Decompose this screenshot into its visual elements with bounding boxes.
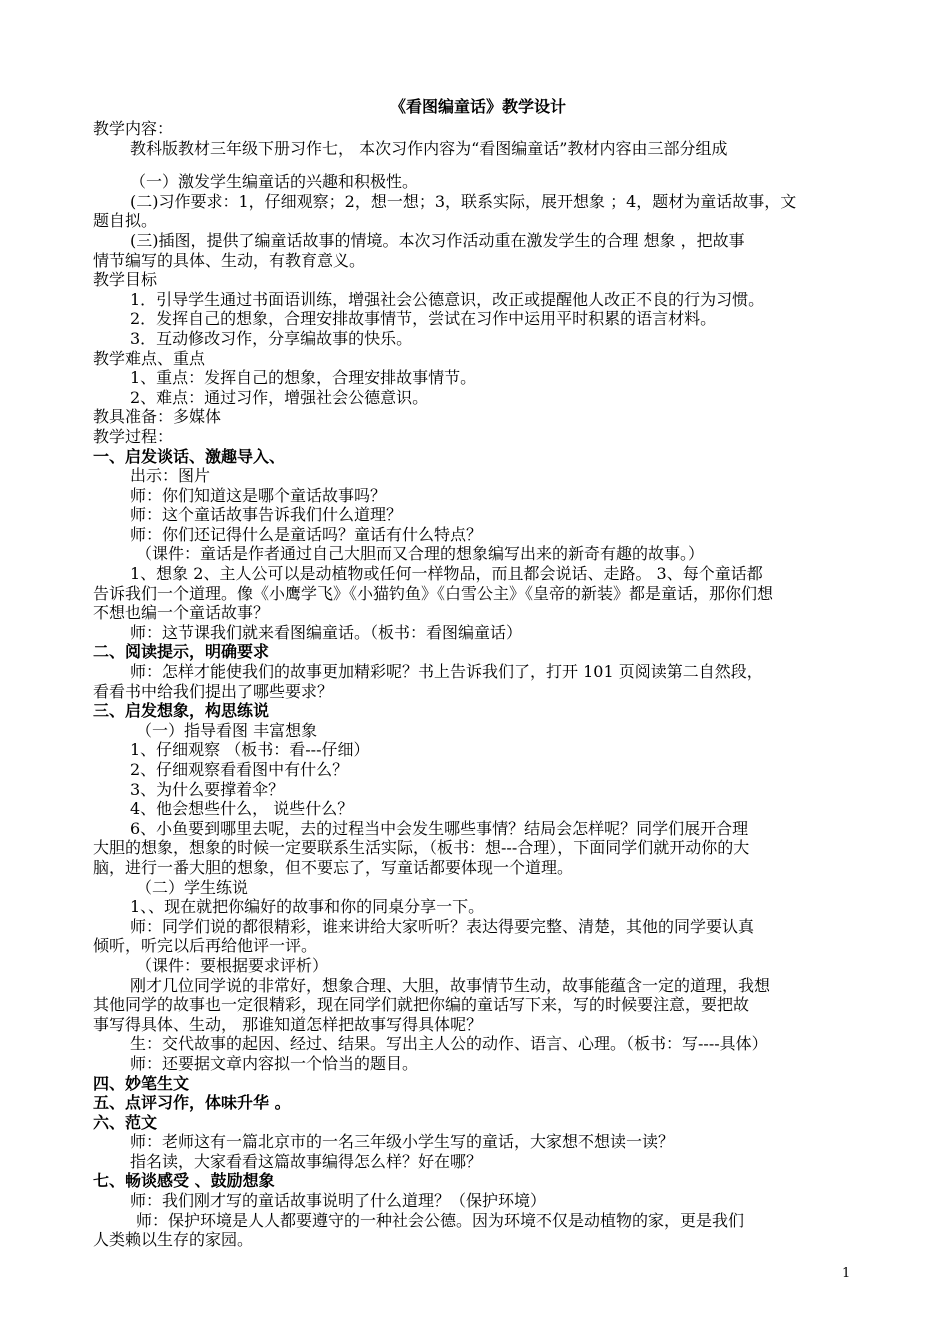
section-heading: 四、妙笔生文 [93, 1073, 190, 1093]
paragraph-line: 告诉我们一个道理。像《小鹰学飞》《小猫钓鱼》《白雪公主》《皇帝的新装》都是童话，那你们想 [93, 583, 774, 603]
paragraph-line: 事写得具体、生动， 那谁知道怎样把故事写得具体呢？ [93, 1014, 483, 1034]
paragraph-line: 其他同学的故事也一定很精彩，现在同学们就把你编的童话写下来，写的时候要注意，要把故 [93, 995, 750, 1015]
paragraph-line: (二)习作要求：1，仔细观察；2，想一想；3，联系实际，展开想象 ；4，题材为童话故事，文 [130, 191, 797, 211]
section-heading: 二、阅读提示，明确要求 [93, 642, 270, 662]
paragraph-line: 大胆的想象，想象的时候一定要联系生活实际，（板书：想---合理），下面同学们就开动你的大 [93, 838, 750, 858]
paragraph-line: 4、他会想些什么， 说些什么？ [130, 799, 354, 819]
paragraph-line: 1、想象 2、主人公可以是动植物或任何一样物品，而且都会说话、走路。 3、每个童话都 [130, 564, 763, 584]
section-label: 教学内容： [93, 119, 174, 138]
paragraph-line: 生：交代故事的起因、经过、结果。写出主人公的动作、语言、心理。（板书：写----具体） [130, 1034, 768, 1054]
paragraph-line: 1、、现在就把你编好的故事和你的同桌分享一下。 [130, 897, 485, 917]
paragraph-line: 师：这个童话故事告诉我们什么道理？ [130, 505, 403, 525]
paragraph-line: 师：你们知道这是哪个童话故事吗？ [130, 485, 387, 505]
section-heading: 六、范文 [93, 1112, 158, 1132]
paragraph-line: 1、仔细观察 （板书：看---仔细） [130, 740, 370, 760]
section-label: 教学过程： [93, 426, 174, 446]
paragraph-line: 师：你们还记得什么是童话吗？童话有什么特点？ [130, 524, 483, 544]
paragraph-line: 刚才几位同学说的非常好，想象合理、大胆，故事情节生动，故事能蕴含一定的道理，我想 [130, 975, 771, 995]
list-item: 2、难点：通过习作，增强社会公德意识。 [130, 387, 429, 407]
paragraph-line: 师：这节课我们就来看图编童话。（板书：看图编童话） [130, 622, 523, 642]
document-body [93, 95, 863, 1250]
paragraph-line: (三)插图，提供了编童话故事的情境。本次习作活动重在激发学生的合理 想象 ，把故事 [130, 230, 745, 250]
list-item: 1、重点：发挥自己的想象，合理安排故事情节。 [130, 368, 477, 388]
list-item: 3．互动修改习作，分享编故事的快乐。 [130, 328, 413, 348]
section-label: 教具准备：多媒体 [93, 407, 222, 427]
paragraph-line: 题自拟。 [93, 211, 158, 231]
section-label: 教学难点、重点 [93, 348, 206, 368]
paragraph-line: 情节编写的具体、生动，有教育意义。 [93, 250, 366, 270]
list-item: 2．发挥自己的想象，合理安排故事情节，尝试在习作中运用平时积累的语言材料。 [130, 309, 717, 329]
paragraph-line: 师：我们刚才写的童话故事说明了什么道理？（保护环境） [130, 1191, 547, 1211]
section-label: 教学目标 [93, 270, 158, 290]
paragraph-line: 师：还要据文章内容拟一个恰当的题目。 [130, 1053, 419, 1073]
paragraph-line: 6、小鱼要到哪里去呢，去的过程当中会发生哪些事情？结局会怎样呢？同学们展开合理 [130, 818, 749, 838]
document-title: 《看图编童话》教学设计 [389, 97, 566, 116]
paragraph-line: 看看书中给我们提出了哪些要求？ [93, 681, 334, 701]
paragraph-line: 倾听，听完以后再给他评一评。 [93, 936, 318, 956]
paragraph-line: 师：保护环境是人人都要遵守的一种社会公德。因为环境不仅是动植物的家，更是我们 [136, 1210, 745, 1230]
paragraph-line: （课件：童话是作者通过自己大胆而又合理的想象编写出来的新奇有趣的故事。） [136, 544, 705, 564]
section-heading: 一、启发谈话、激趣导入、 [93, 446, 286, 466]
subsection-heading: （二）学生练说 [136, 877, 249, 897]
paragraph-line: 3、为什么要撑着伞？ [130, 779, 285, 799]
page-number: 1 [842, 1266, 851, 1281]
paragraph-line: （一）激发学生编童话的兴趣和积极性。 [130, 172, 419, 192]
subsection-heading: （一）指导看图 丰富想象 [136, 720, 318, 740]
paragraph-line: 教科版教材三年级下册习作七， 本次习作内容为“看图编童话”教材内容由三部分组成 [130, 138, 728, 158]
paragraph-line: 出示：图片 [130, 466, 211, 486]
section-heading: 三、启发想象，构思练说 [93, 701, 270, 721]
list-item: 1．引导学生通过书面语训练，增强社会公德意识，改正或提醒他人改正不良的行为习惯。 [130, 289, 765, 309]
paragraph-line: 人类赖以生存的家园。 [93, 1230, 254, 1250]
paragraph-line: （课件：要根据要求评析） [136, 955, 329, 975]
paragraph-line: 2、仔细观察看看图中有什么？ [130, 760, 349, 779]
section-heading: 七、畅谈感受 、鼓励想象 [93, 1171, 275, 1191]
section-heading: 五、点评习作，体味升华 。 [93, 1093, 291, 1113]
paragraph-line: 师：同学们说的都很精彩，谁来讲给大家听听？表达得要完整、清楚，其他的同学要认真 [130, 916, 755, 936]
paragraph-line: 脑，进行一番大胆的想象，但不要忘了，写童话都要体现一个道理。 [93, 857, 574, 877]
paragraph-line: 不想也编一个童话故事？ [93, 603, 270, 623]
paragraph-line: 师：老师这有一篇北京市的一名三年级小学生写的童话，大家想不想读一读？ [130, 1132, 675, 1152]
paragraph-line: 指名读，大家看看这篇故事编得怎么样？好在哪？ [130, 1151, 483, 1171]
paragraph-line: 师：怎样才能使我们的故事更加精彩呢？书上告诉我们了，打开 101 页阅读第二自然段， [130, 662, 763, 682]
